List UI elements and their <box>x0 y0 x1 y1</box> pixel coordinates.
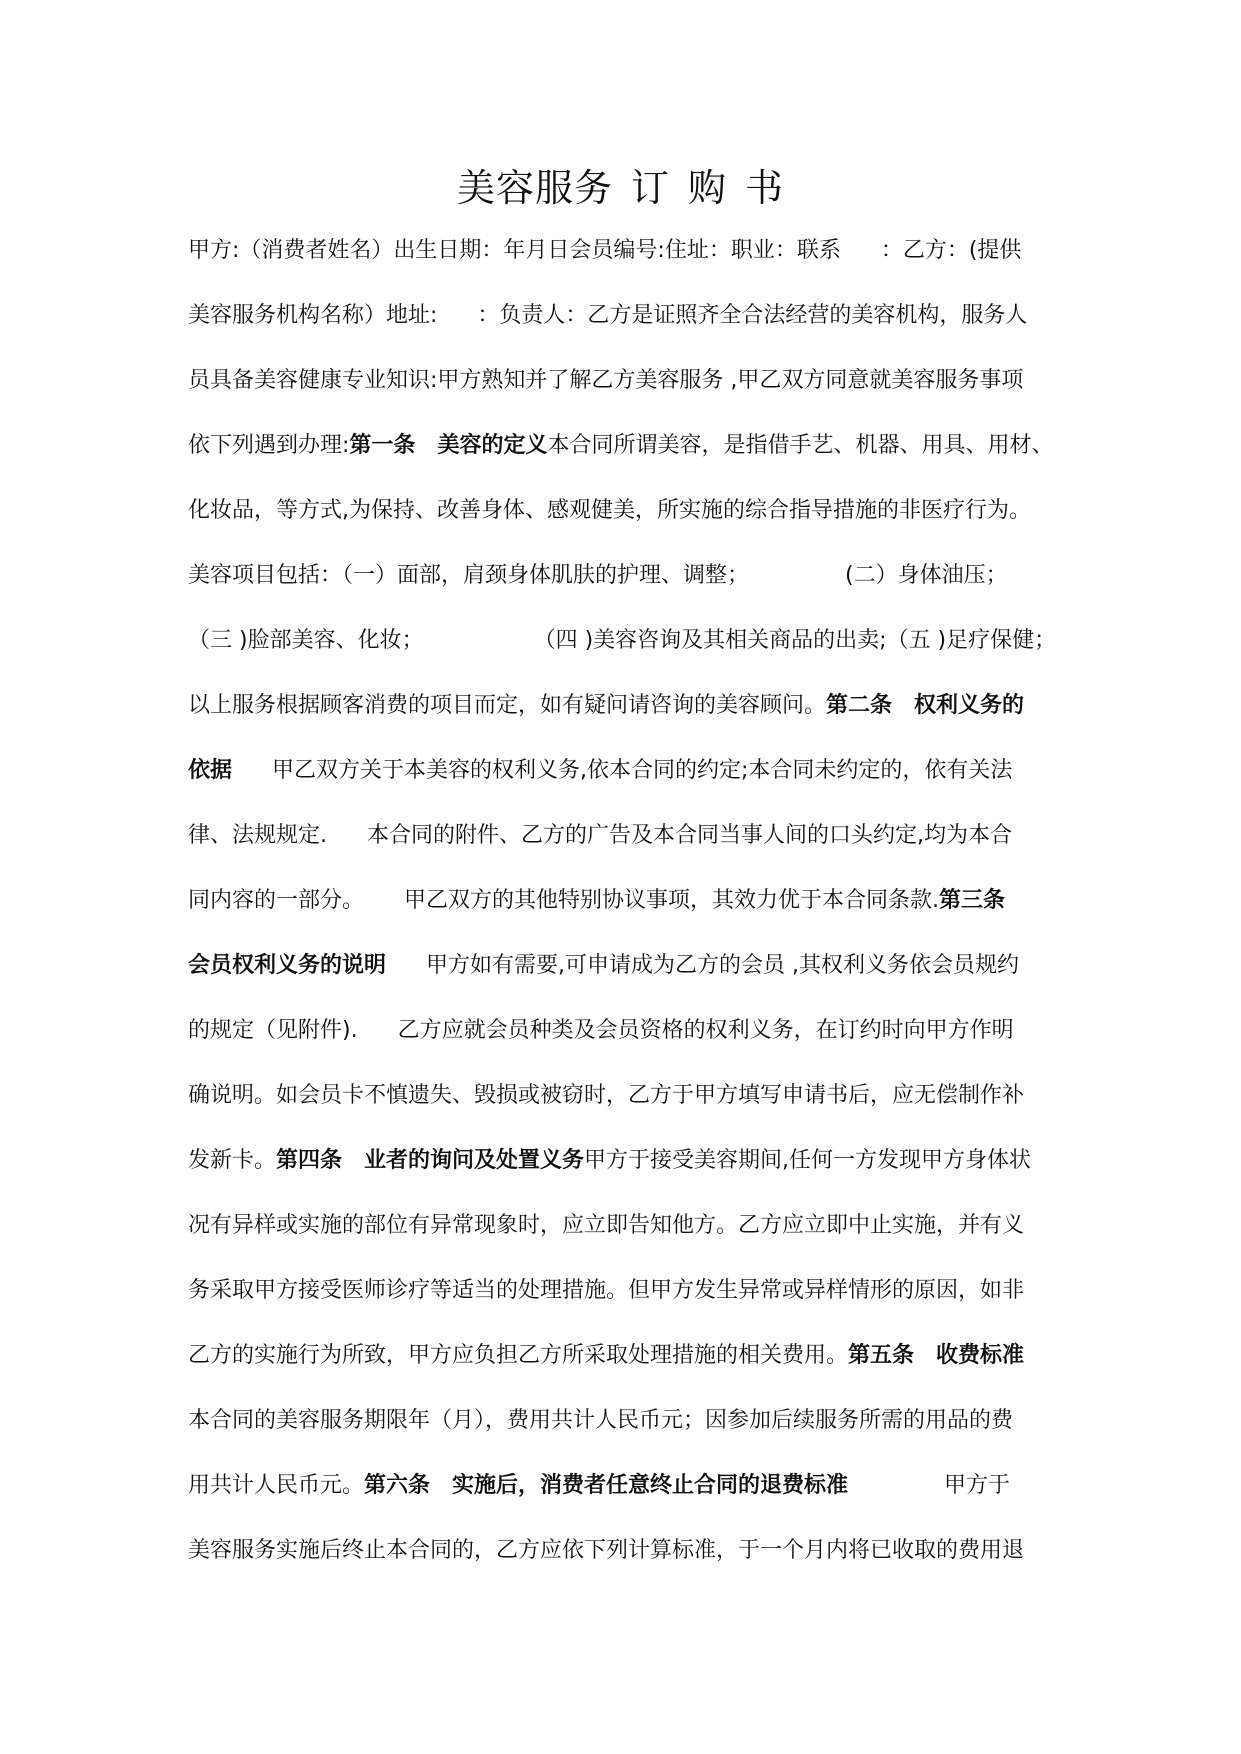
text-segment: 同内容的一部分。 <box>188 888 365 913</box>
clause-heading: 会员权利义务的说明 <box>188 953 387 978</box>
document-line <box>188 818 1058 883</box>
text-segment: （三 )脸部美容、化妆； <box>188 628 424 653</box>
clause-heading: 实施后，消费者任意终止合同的退费标准 <box>452 1473 849 1498</box>
document-line <box>188 233 1058 298</box>
document-line <box>188 688 1058 753</box>
document-line <box>188 1013 1058 1078</box>
text-segment: 美容项目包括：（一）面部，肩颈身体肌肤的护理、调整； <box>188 563 750 588</box>
text-segment: 甲乙双方关于本美容的权利义务,依本合同的约定;本合同未约定的，依有关法 <box>272 758 1013 783</box>
text-segment: ：负责人：乙方是证照齐全合法经营的美容机构，服务人 <box>477 303 1028 328</box>
document-line <box>188 493 1058 558</box>
text-segment: 发新卡。 <box>188 1148 277 1173</box>
clause-heading: 第三条 <box>939 888 1006 913</box>
document-line <box>188 1273 1058 1338</box>
text-segment: 美容服务机构名称）地址: <box>188 303 438 328</box>
title-part: 订 <box>630 166 670 210</box>
document-line <box>188 1208 1058 1273</box>
text-segment: 甲乙双方的其他特别协议事项，其效力优于本合同条款. <box>404 888 940 913</box>
document-line <box>188 363 1058 428</box>
text-segment: 本合同的附件、乙方的广告及本合同当事人间的口头约定,均为本合 <box>367 823 1012 848</box>
text-segment: 甲方:（消费者姓名）出生日期：年月日会员编号:住址：职业：联系 <box>188 238 841 263</box>
text-segment: ：乙方：(提供 <box>880 238 1022 263</box>
text-segment: 本合同的美容服务期限年（月），费用共计人民币元；因参加后续服务所需的用品的费 <box>188 1408 1014 1433</box>
clause-heading: 第五条 <box>848 1343 915 1368</box>
text-segment: 务采取甲方接受医师诊疗等适当的处理措施。但甲方发生异常或异样情形的原因，如非 <box>188 1278 1025 1303</box>
text-segment: 依下列遇到办理: <box>188 433 350 458</box>
text-segment: （四 )美容咨询及其相关商品的出卖;（五 )足疗保健； <box>533 628 1057 653</box>
clause-heading: 第六条 <box>364 1473 431 1498</box>
clause-heading: 第一条 <box>349 433 416 458</box>
title-part: 书 <box>745 166 785 210</box>
text-segment: 本合同所谓美容，是指借手艺、机器、用具、用材、 <box>547 433 1054 458</box>
document-line <box>188 428 1058 493</box>
text-segment: (二）身体油压； <box>845 563 1008 588</box>
document-body <box>188 233 1058 1598</box>
document-line <box>188 1078 1058 1143</box>
document-line <box>188 1143 1058 1208</box>
text-segment: 甲方于 <box>944 1473 1011 1498</box>
document-line <box>188 623 1058 688</box>
text-segment: 员具备美容健康专业知识:甲方熟知并了解乙方美容服务 ,甲乙双方同意就美容服务事项 <box>188 368 1024 393</box>
clause-heading: 权利义务的 <box>914 693 1025 718</box>
clause-heading: 业者的询问及处置义务 <box>364 1148 585 1173</box>
clause-heading: 依据 <box>188 758 233 783</box>
title-part: 美容服务 <box>456 166 613 210</box>
clause-heading: 美容的定义 <box>437 433 548 458</box>
document-line <box>188 1468 1058 1533</box>
document-line <box>188 1403 1058 1468</box>
document-line <box>188 558 1058 623</box>
text-segment: 甲方于接受美容期间,任何一方发现甲方身体状 <box>584 1148 1032 1173</box>
text-segment: 乙方应就会员种类及会员资格的权利义务，在订约时向甲方作明 <box>397 1018 1014 1043</box>
document-line <box>188 1338 1058 1403</box>
document-line <box>188 298 1058 363</box>
text-segment: 用共计人民币元。 <box>188 1473 365 1498</box>
text-segment: 况有异样或实施的部位有异常现象时，应立即告知他方。乙方应立即中止实施，并有义 <box>188 1213 1025 1238</box>
clause-heading: 第二条 <box>826 693 893 718</box>
text-segment: 确说明。如会员卡不慎遗失、毁损或被窃时，乙方于甲方填写申请书后，应无偿制作补 <box>188 1083 1025 1108</box>
document-line <box>188 883 1058 948</box>
document-line <box>188 1533 1058 1598</box>
text-segment: 化妆品，等方式,为保持、改善身体、感观健美，所实施的综合指导措施的非医疗行为。 <box>188 498 1031 523</box>
text-segment: 以上服务根据顾客消费的项目而定，如有疑问请咨询的美容顾问。 <box>188 693 827 718</box>
text-segment: 的规定（见附件). <box>188 1018 358 1043</box>
title-part: 购 <box>688 166 728 210</box>
clause-heading: 第四条 <box>276 1148 343 1173</box>
document-line <box>188 948 1058 1013</box>
text-segment: 律、法规规定. <box>188 823 327 848</box>
document-title <box>0 160 1241 216</box>
document-line <box>188 753 1058 818</box>
text-segment: 乙方的实施行为所致，甲方应负担乙方所采取处理措施的相关费用。 <box>188 1343 849 1368</box>
clause-heading: 收费标准 <box>936 1343 1025 1368</box>
text-segment: 美容服务实施后终止本合同的，乙方应依下列计算标准，于一个月内将已收取的费用退 <box>188 1538 1025 1563</box>
text-segment: 甲方如有需要,可申请成为乙方的会员 ,其权利义务依会员规约 <box>426 953 1019 978</box>
